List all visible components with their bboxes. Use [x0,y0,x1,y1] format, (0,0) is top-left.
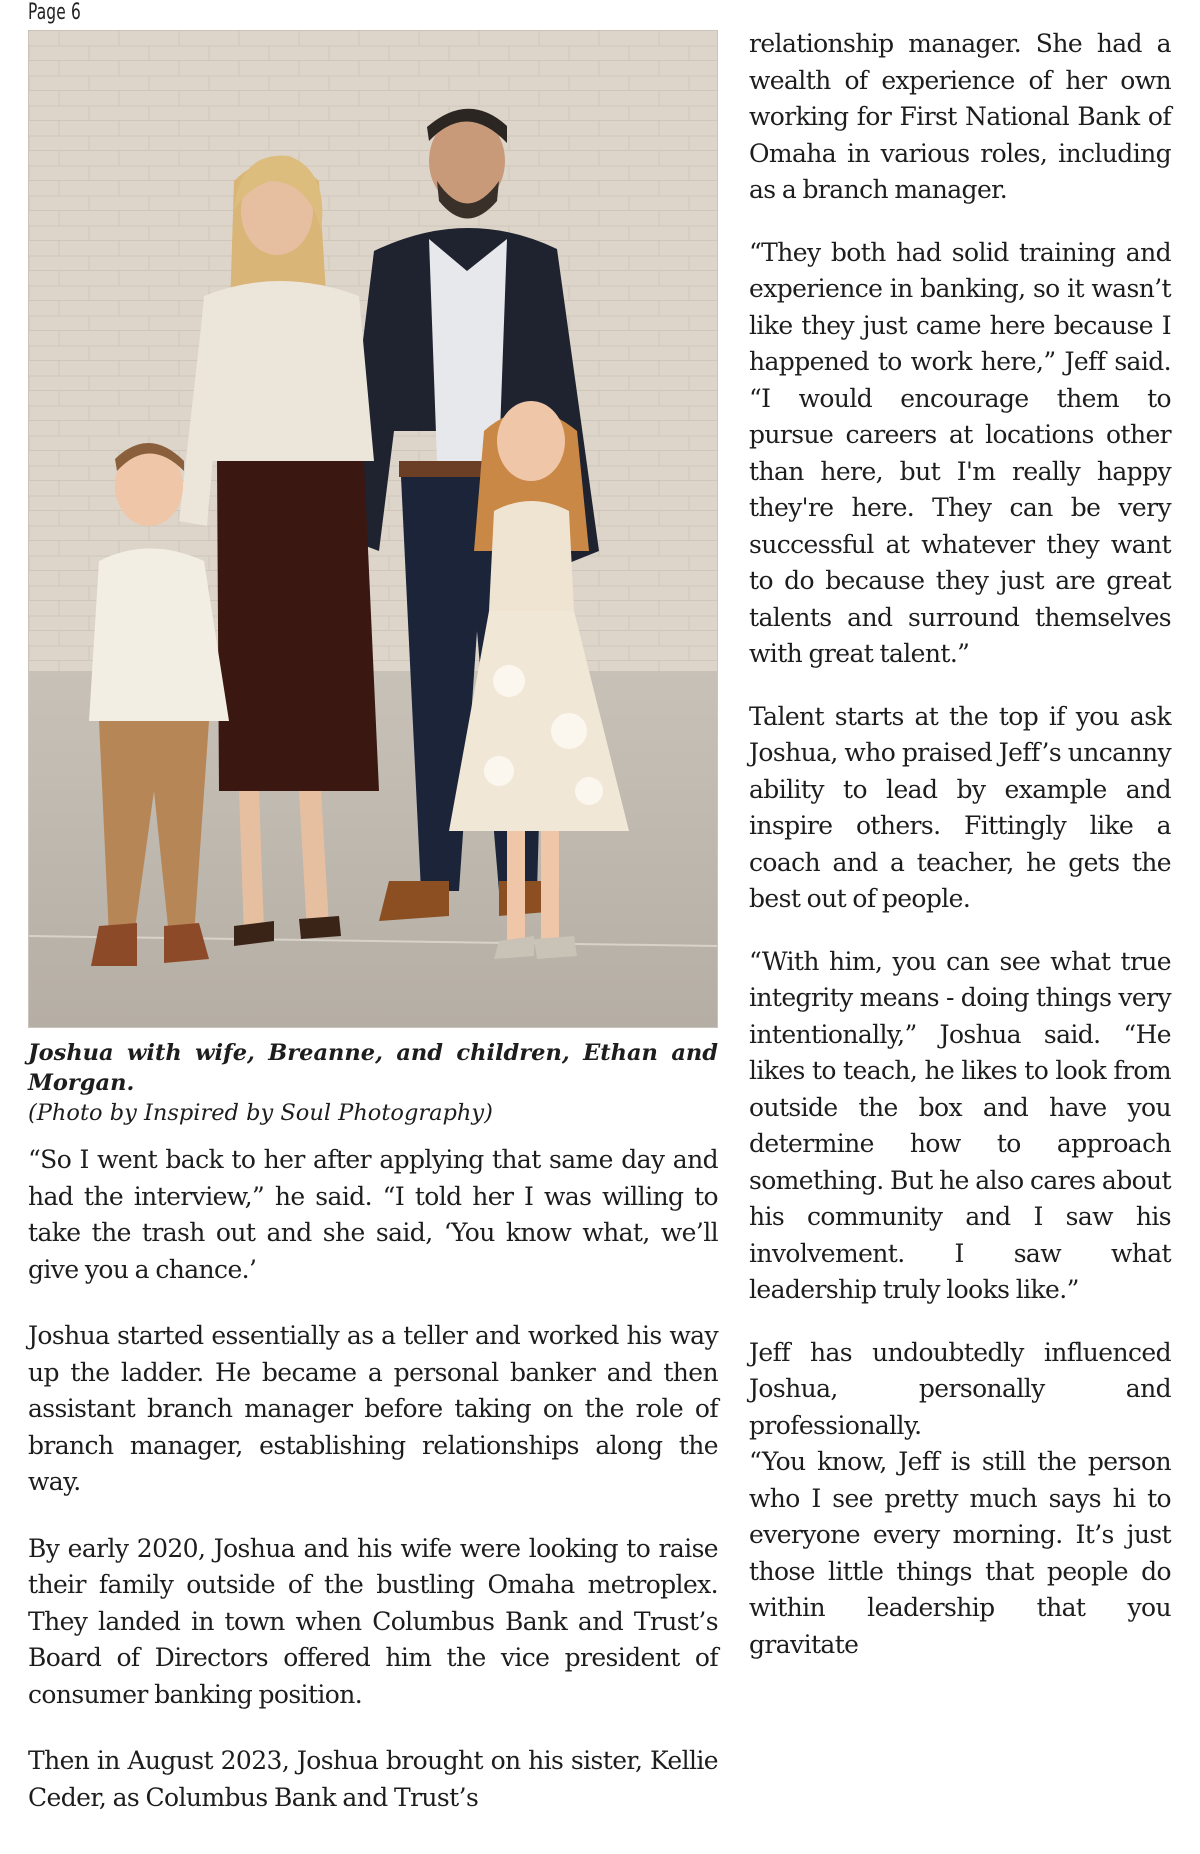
article-paragraph: Then in August 2023, Joshua brought on his sister, Kellie Ceder, as Columbus Bank and Trust’s [28,1746,718,1812]
page-number: Page 6 [28,0,81,25]
right-column [749,26,1171,1689]
article-paragraph: relationship manager. She had a wealth of experience of her own working for First National Bank of Omaha in various roles, including as a branch manager. [749,29,1171,204]
article-paragraph: Jeff has undoubtedly influenced Joshua, personally and professionally. [749,1337,1171,1440]
caption-line-2: (Photo by Inspired by Soul Photography) [28,1100,493,1126]
article-paragraph: Talent starts at the top if you ask Joshua, who praised Jeff’s uncanny ability to lead by example and inspire others. Fittingly like a coach and a teacher, he gets the best out of people. [749,701,1171,913]
article-paragraph: “You know, Jeff is still the person who I see pretty much says hi to everyone every morning. It’s just those little things that people do within leadership that you gravitate [749,1447,1171,1659]
article-paragraph: By early 2020, Joshua and his wife were looking to raise their family outside of the bustling Omaha metroplex. They landed in town when Columbus Bank and Trust’s Board of Directors offered him the vice president of consumer banking position. [28,1533,718,1709]
photo-caption [28,1038,718,1128]
article-paragraph: “They both had solid training and experience in banking, so it wasn’t like they just came here because I happened to work here,” Jeff said. “I would encourage them to pursue careers at locations other than here, but I'm really happy they're here. They can be very successful at whatever they want to do because they just are great talents and surround themselves with great talent.” [749,237,1171,668]
article-paragraph: “So I went back to her after applying that same day and had the interview,” he said. “I told her I was willing to take the trash out and she said, ‘You know what, we’ll give you a chance.’ [28,1145,718,1284]
article-paragraph: “With him, you can see what true integrity means - doing things very intentionally,” Joshua said. “He likes to teach, he likes to look from outside the box and have you determine how to approach something. But he also cares about his community and I saw his involvement. I saw what leadership truly looks like.” [749,946,1171,1304]
caption-line-1: Joshua with wife, Breanne, and children, Ethan and Morgan. [28,1040,718,1096]
article-paragraph: Joshua started essentially as a teller and worked his way up the ladder. He became a personal banker and then assistant branch manager before taking on the role of branch manager, establishing relationships along the way. [28,1321,718,1496]
left-column [28,1142,718,1846]
family-photo [28,30,718,1028]
